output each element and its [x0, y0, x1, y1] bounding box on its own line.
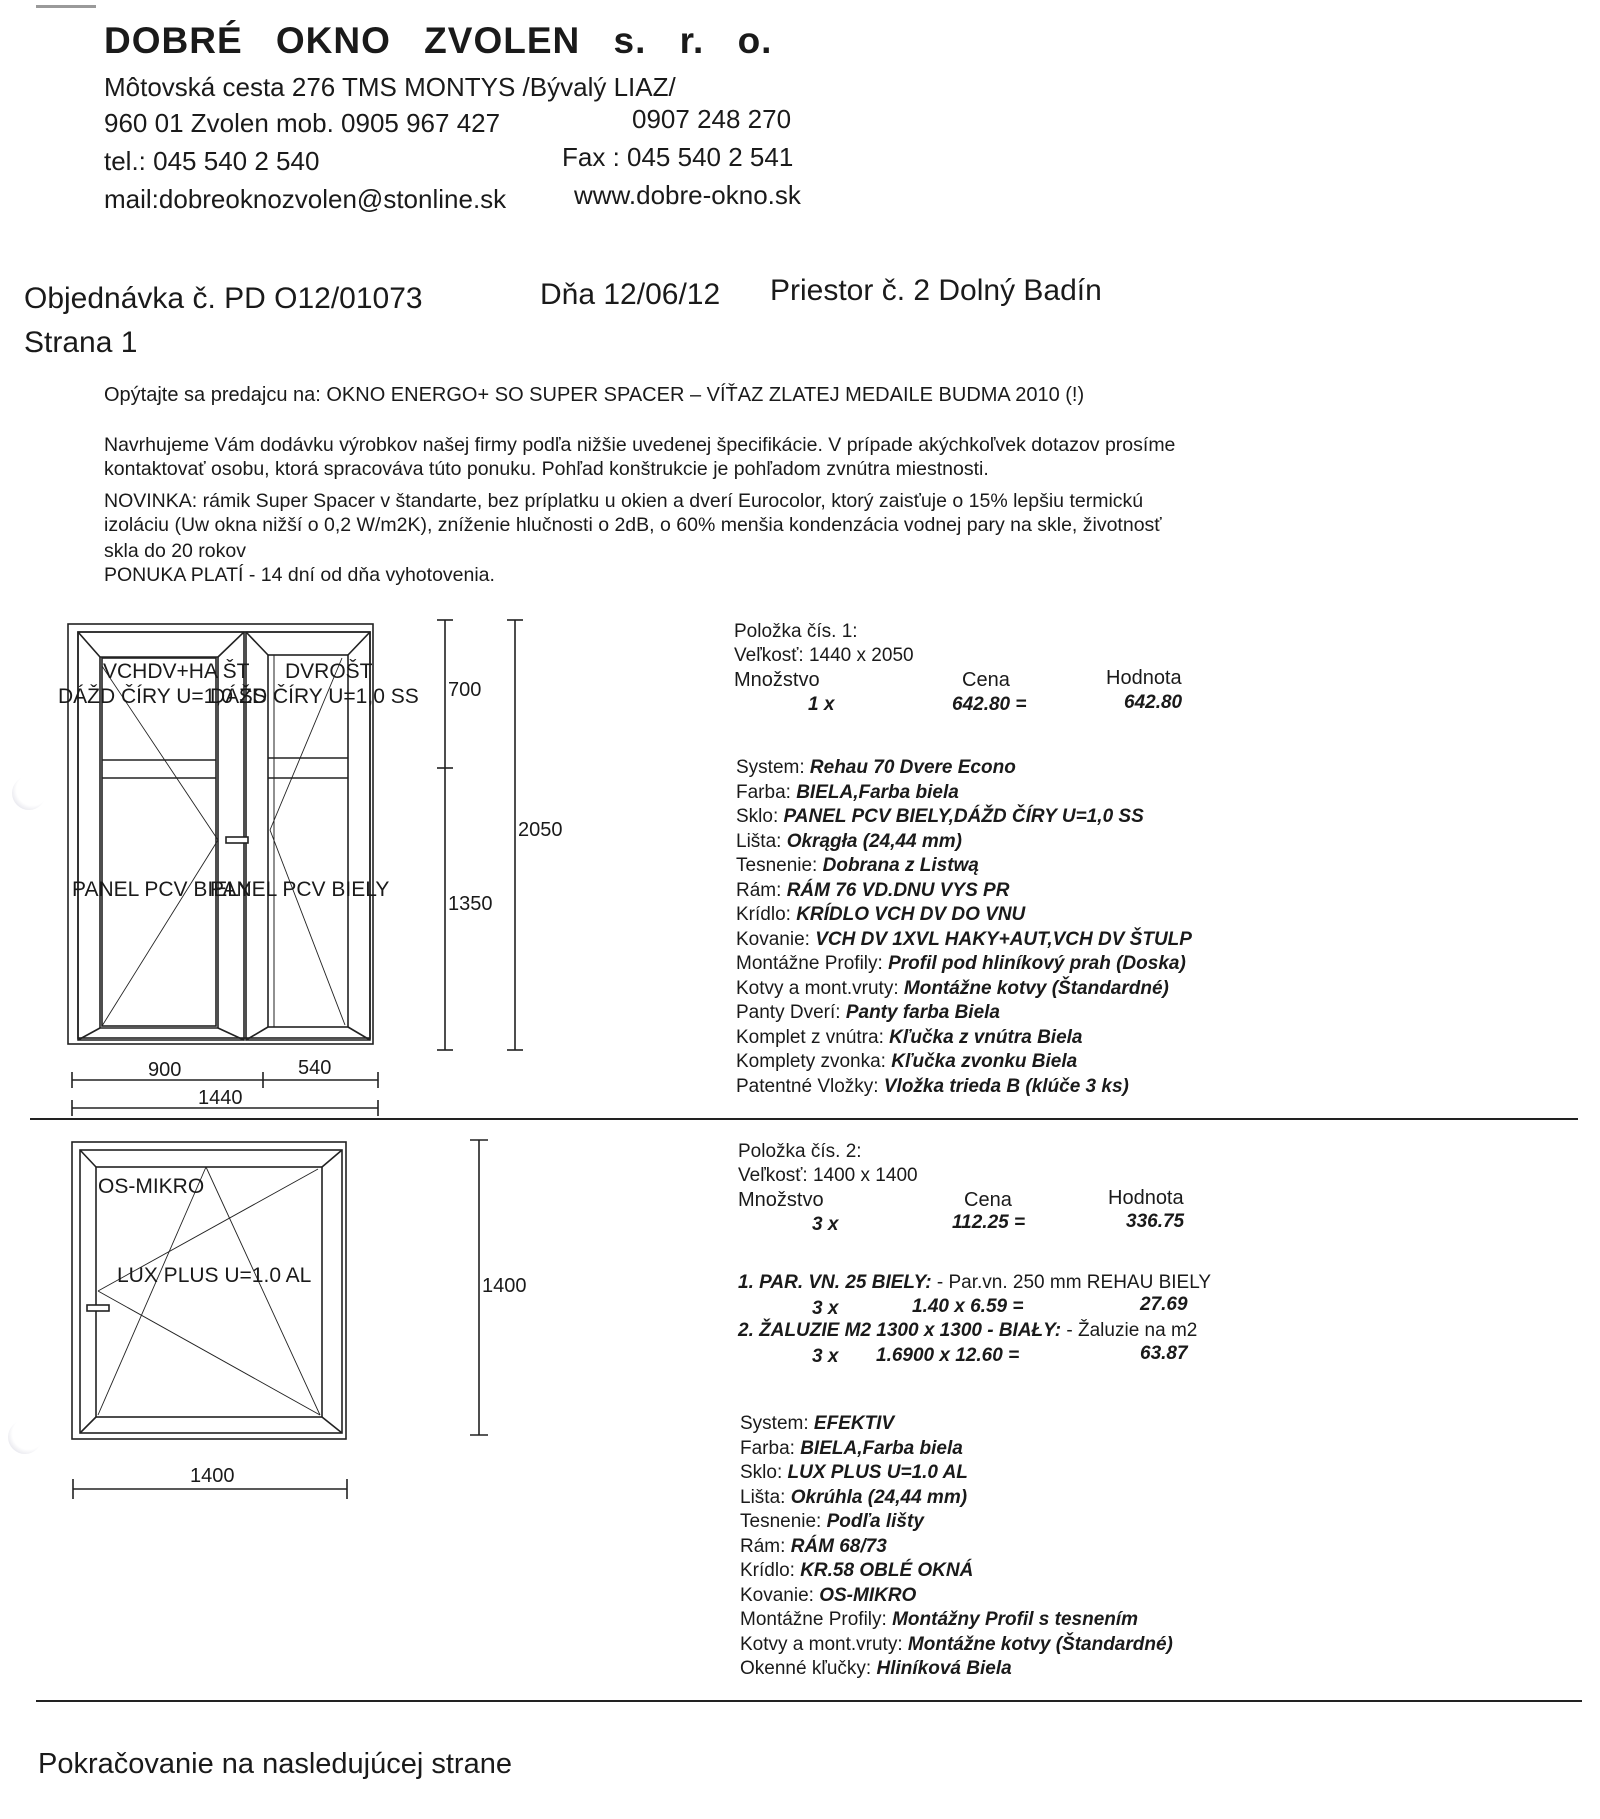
accessory-2-total: 63.87: [1140, 1343, 1188, 1364]
window-handle: [87, 1305, 109, 1311]
right-glass: [268, 655, 348, 1027]
item-2-title: Položka čís. 2:: [738, 1141, 862, 1162]
accessory-2-qty: 3 x: [812, 1346, 839, 1367]
spec-row: System: EFEKTIV: [740, 1413, 895, 1434]
company-mobile-2: 0907 248 270: [632, 104, 792, 134]
item-1-value: 642.80: [1124, 692, 1183, 713]
dim-height: 2050: [518, 819, 563, 841]
intro-line-4: izoláciu (Uw okna nižší o 0,2 W/m2K), zníženie hlučnosti o 2dB, o 60% menšia kondenzácia vodnej pary na skle, životnosť: [104, 514, 1162, 536]
item-2-specs: [740, 1412, 1173, 1682]
spec-row: Okenné kľučky: Hliníková Biela: [740, 1658, 1012, 1679]
spec-row: Kovanie: OS-MIKRO: [740, 1584, 917, 1606]
spec-row: Montážne Profily: Profil pod hliníkový prah (Doska): [736, 953, 1186, 974]
item-2-price-label: Cena: [964, 1189, 1012, 1211]
spec-row: Krídlo: KR.58 OBLÉ OKNÁ: [740, 1560, 974, 1581]
dim-upper: 700: [448, 679, 482, 701]
dim-left-width: 900: [148, 1059, 182, 1081]
dim-width: 1440: [198, 1087, 243, 1109]
item-1-qty: 1 x: [808, 694, 835, 715]
item-1-value-label: Hodnota: [1106, 667, 1182, 689]
item-1-size: Veľkosť: 1440 x 2050: [734, 645, 914, 666]
spec-row: Tesnenie: Dobrana z Listwą: [736, 855, 979, 876]
spec-row: Tesnenie: Podľa lišty: [740, 1511, 924, 1532]
spec-row: Patentné Vložky: Vložka trieda B (klúče 3 ks): [736, 1075, 1129, 1097]
label-hardware: OS-MIKRO: [98, 1175, 205, 1198]
dim-width: 1400: [190, 1465, 235, 1487]
order-location: Priestor č. 2 Dolný Badín: [770, 274, 1102, 307]
spec-row: Sklo: PANEL PCV BIELY,DÁŽD ČÍRY U=1,0 SS: [736, 806, 1144, 827]
company-address: Môtovská cesta 276 TMS MONTYS /Bývalý LIAZ/: [104, 72, 676, 102]
intro-line-2: kontaktovať osobu, ktorá spracováva túto ponuku. Pohľad konštrukcie je pohľadom zvnútra miestnosti.: [104, 458, 989, 480]
accessory-2-line: 2. ŽALUZIE M2 1300 x 1300 - BIAŁY: - Žaluzie na m2: [738, 1320, 1198, 1341]
company-website[interactable]: www.dobre-okno.sk: [574, 180, 801, 210]
company-fax: Fax : 045 540 2 541: [562, 142, 794, 172]
company-city-mobile: 960 01 Zvolen mob. 0905 967 427: [104, 108, 501, 138]
item-1-specs: [736, 756, 1192, 1099]
left-glass: [102, 658, 216, 1026]
dim-height: 1400: [482, 1275, 527, 1297]
accessory-2-calc: 1.6900 x 12.60 =: [876, 1345, 1020, 1366]
intro-line-1: Navrhujeme Vám dodávku výrobkov našej firmy podľa nižšie uvedenej špecifikácie. V prípade akýchkoľvek dotazov prosíme: [104, 434, 1176, 456]
spec-row: Kovanie: VCH DV 1XVL HAKY+AUT,VCH DV ŠTULP: [736, 928, 1192, 950]
item-2-qty-label: Množstvo: [738, 1189, 824, 1211]
page-number: Strana 1: [24, 326, 138, 359]
punch-hole: [8, 1420, 42, 1454]
order-date: Dňa 12/06/12: [540, 278, 721, 311]
accessory-1-qty: 3 x: [812, 1298, 839, 1319]
label-right-glass: DÁŽD ČÍRY U=1,0 SS: [210, 685, 419, 708]
validity-note: PONUKA PLATÍ - 14 dní od dňa vyhotovenia.: [104, 564, 495, 586]
spec-row: Sklo: LUX PLUS U=1.0 AL: [740, 1462, 968, 1483]
promo-line: Opýtajte sa predajcu na: OKNO ENERGO+ SO SUPER SPACER – VÍŤAZ ZLATEJ MEDAILE BUDMA 2010 (!): [104, 384, 1085, 406]
item-2-qty: 3 x: [812, 1214, 839, 1235]
spec-row: Farba: BIELA,Farba biela: [736, 781, 959, 803]
item-2-price: 112.25 =: [952, 1212, 1026, 1233]
door-drawing: [0, 600, 600, 1120]
spec-row: Rám: RÁM 76 VD.DNU VYS PR: [736, 879, 1010, 901]
label-left-glass: DÁŽD ČÍRY U=1,0 SS: [58, 685, 267, 708]
accessory-1-line: 1. PAR. VN. 25 BIELY: - Par.vn. 250 mm REHAU BIELY: [738, 1272, 1212, 1293]
accessory-1-total: 27.69: [1140, 1294, 1188, 1315]
spec-row: Komplet z vnútra: Kľučka z vnútra Biela: [736, 1026, 1083, 1048]
item-1-price-label: Cena: [962, 669, 1010, 691]
item-1-qty-label: Množstvo: [734, 669, 820, 691]
door-handle: [226, 837, 248, 843]
accessory-1-calc: 1.40 x 6.59 =: [912, 1296, 1024, 1317]
item-2-value-label: Hodnota: [1108, 1187, 1184, 1209]
label-right-panel: PANEL PCV BIELY: [210, 878, 390, 901]
company-tel: tel.: 045 540 2 540: [104, 146, 320, 176]
spec-row: System: Rehau 70 Dvere Econo: [736, 757, 1016, 778]
item-1-title: Položka čís. 1:: [734, 621, 858, 642]
window-glass: [96, 1167, 322, 1417]
spec-row: Rám: RÁM 68/73: [740, 1535, 887, 1557]
label-right-hardware: DVROŠT: [285, 660, 373, 683]
intro-line-3: NOVINKA: rámik Super Spacer v štandarte, bez príplatku u okien a dverí Eurocolor, ktorý zaisťuje o 15% lepšiu termickú: [104, 490, 1144, 512]
spec-row: Farba: BIELA,Farba biela: [740, 1437, 963, 1459]
dim-right-width: 540: [298, 1057, 332, 1079]
intro-line-5: skla do 20 rokov: [104, 540, 246, 562]
spec-row: Krídlo: KRÍDLO VCH DV DO VNU: [736, 904, 1026, 925]
label-left-hardware: VCHDV+HA ŠT: [103, 660, 250, 683]
spec-row: Montážne Profily: Montážny Profil s tesnením: [740, 1609, 1139, 1630]
spec-row: Lišta: Okrągła (24,44 mm): [736, 830, 963, 852]
spec-row: Komplety zvonka: Kľučka zvonku Biela: [736, 1051, 1078, 1072]
section-divider: [36, 1700, 1582, 1702]
label-left-panel: PANEL PCV BIELY: [72, 878, 252, 901]
item-2-size: Veľkosť: 1400 x 1400: [738, 1165, 918, 1186]
spec-row: Lišta: Okrúhla (24,44 mm): [740, 1486, 968, 1508]
punch-hole: [12, 776, 46, 810]
order-number: Objednávka č. PD O12/01073: [24, 282, 423, 315]
dim-lower: 1350: [448, 893, 493, 915]
spec-row: Kotvy a mont.vruty: Montážne kotvy (Štandardné): [740, 1633, 1173, 1655]
item-divider: [30, 1118, 1578, 1120]
spec-row: Panty Dverí: Panty farba Biela: [736, 1002, 1000, 1023]
company-name: DOBRÉ OKNO ZVOLEN s. r. o.: [104, 20, 773, 61]
spec-row: Kotvy a mont.vruty: Montážne kotvy (Štandardné): [736, 977, 1169, 999]
label-glass: LUX PLUS U=1.0 AL: [117, 1264, 312, 1287]
item-1-price: 642.80 =: [952, 694, 1027, 715]
window-drawing: [0, 1125, 600, 1505]
continuation-note: Pokračovanie na nasledujúcej strane: [38, 1748, 512, 1780]
item-2-value: 336.75: [1126, 1211, 1185, 1232]
scan-artifact: [36, 5, 96, 8]
company-email[interactable]: mail:dobreoknozvolen@stonline.sk: [104, 184, 507, 214]
